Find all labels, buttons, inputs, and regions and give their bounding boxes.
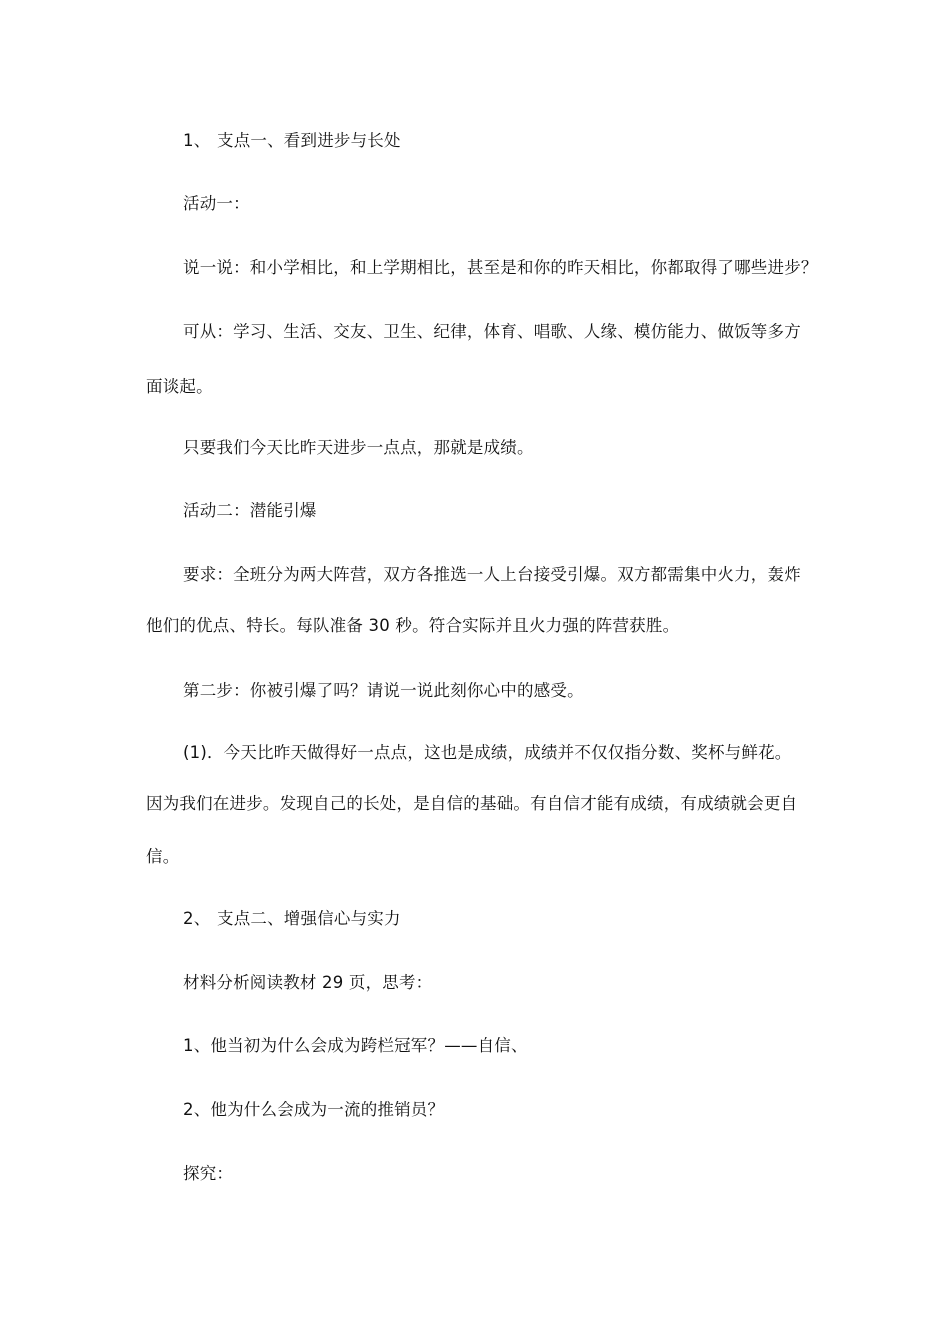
point-1-line-1: (1)．今天比昨天做得好一点点，这也是成绩，成绩并不仅仅指分数、奖杯与鲜花。 xyxy=(183,743,792,762)
step-2-text: 第二步：你被引爆了吗？请说一说此刻你心中的感受。 xyxy=(183,681,584,700)
section-1-heading xyxy=(183,131,401,151)
section-1-title: 支点一、看到进步与长处 xyxy=(217,131,401,150)
activity-2-label: 活动二：潜能引爆 xyxy=(183,501,317,520)
requirement-line-2: 他们的优点、特长。每队准备 30 秒。符合实际并且火力强的阵营获胜。 xyxy=(146,616,680,635)
question-1: 1、他当初为什么会成为跨栏冠军？——自信、 xyxy=(183,1036,528,1055)
point-1-line-3: 信。 xyxy=(146,847,180,866)
discussion-topics-line-2: 面谈起。 xyxy=(146,377,213,396)
progress-statement: 只要我们今天比昨天进步一点点，那就是成绩。 xyxy=(183,438,534,457)
requirement-line-1: 要求：全班分为两大阵营，双方各推选一人上台接受引爆。双方都需集中火力，轰炸 xyxy=(183,565,801,584)
activity-1-label: 活动一： xyxy=(183,194,250,213)
section-2-title: 支点二、增强信心与实力 xyxy=(217,909,401,928)
discussion-topics-line-1: 可从：学习、生活、交友、卫生、纪律，体育、唱歌、人缘、模仿能力、做饭等多方 xyxy=(183,322,801,341)
explore-label: 探究： xyxy=(183,1164,234,1183)
point-1-line-2: 因为我们在进步。发现自己的长处，是自信的基础。有自信才能有成绩，有成绩就会更自 xyxy=(146,794,798,813)
section-2-number: 2、 xyxy=(183,909,211,928)
section-1-number: 1、 xyxy=(183,131,211,150)
say-prompt: 说一说：和小学相比，和上学期相比，甚至是和你的昨天相比，你都取得了哪些进步？ xyxy=(183,258,818,277)
question-2: 2、他为什么会成为一流的推销员？ xyxy=(183,1100,445,1119)
material-analysis: 材料分析阅读教材 29 页，思考： xyxy=(183,973,433,992)
section-2-heading xyxy=(183,909,401,929)
